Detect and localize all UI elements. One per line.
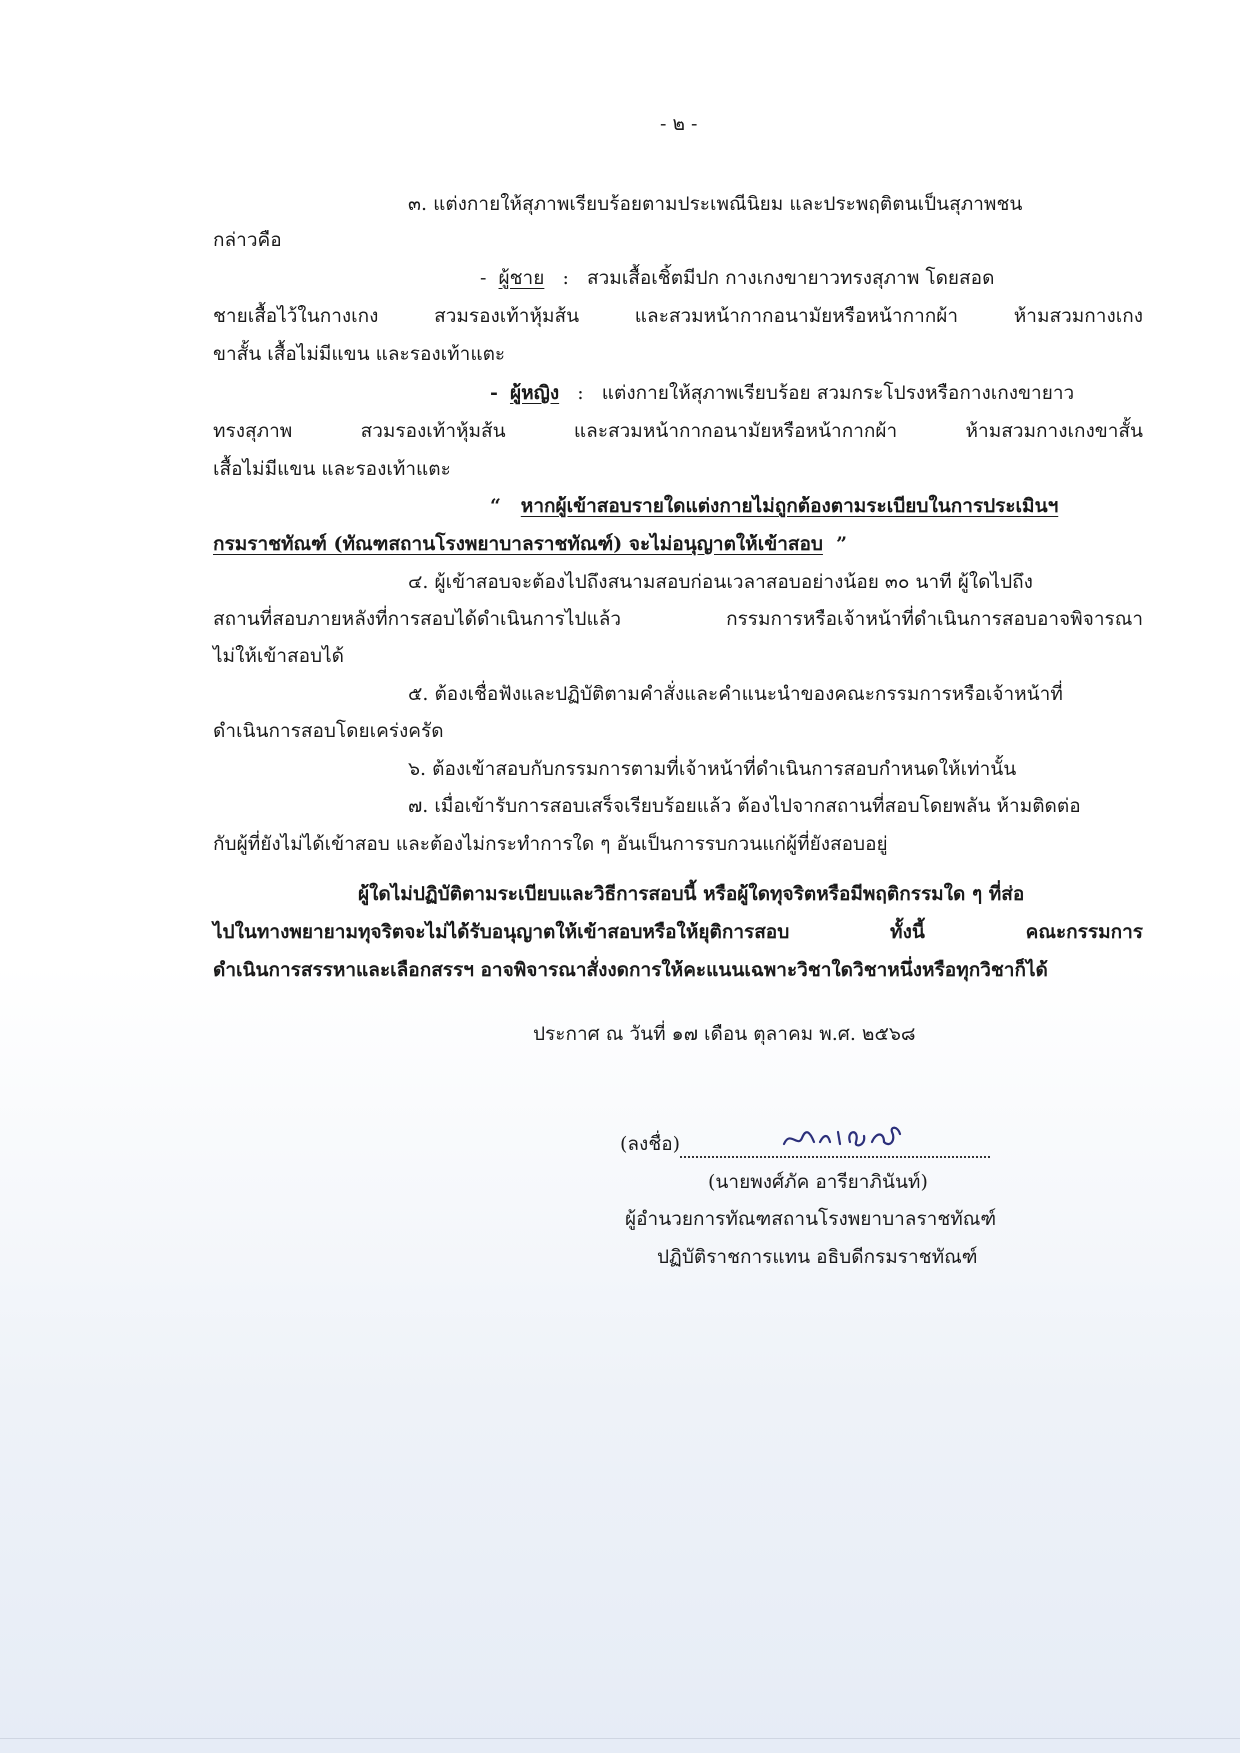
signature-line [620, 1130, 990, 1158]
dress-warning-line1 [490, 492, 1058, 520]
item5-line1: ๕. ต้องเชื่อฟังและปฏิบัติตามคำสั่งและคำแนะนำของคณะกรรมการหรือเจ้าหน้าที่ [408, 683, 1063, 705]
male-line2: ชายเสื้อไว้ในกางเกง สวมรองเท้าหุ้มส้น และสวมหน้ากากอนามัยหรือหน้ากากผ้า ห้ามสวมกางเกง [213, 305, 1143, 327]
male-line3: ขาสั้น เสื้อไม่มีแขน และรองเท้าแตะ [213, 343, 506, 365]
item3-line1: ๓. แต่งกายให้สุภาพเรียบร้อยตามประเพณีนิยม และประพฤติตนเป็นสุภาพชน [408, 193, 1023, 215]
female-line2: ทรงสุภาพ สวมรองเท้าหุ้มส้น และสวมหน้ากากอนามัยหรือหน้ากากผ้า ห้ามสวมกางเกงขาสั้น [213, 420, 1143, 442]
male-dash: - [480, 267, 487, 289]
dress-warning-line2 [213, 530, 847, 558]
scan-bottom-edge [0, 1738, 1240, 1739]
female-rule-header [490, 379, 1074, 407]
male-colon: : [562, 267, 569, 289]
female-dash: - [490, 382, 498, 404]
male-label: ผู้ชาย [498, 267, 545, 289]
signatory-position-1: ผู้อำนวยการทัณฑสถานโรงพยาบาลราชทัณฑ์ [625, 1208, 997, 1230]
item5-line2: ดำเนินการสอบโดยเคร่งครัด [213, 720, 444, 742]
warning-text-2: กรมราชทัณฑ์ (ทัณฑสถานโรงพยาบาลราชทัณฑ์) จะไม่อนุญาตให้เข้าสอบ [213, 533, 823, 555]
warning-open-quote: “ [490, 495, 501, 517]
female-colon: : [577, 382, 584, 404]
female-label: ผู้หญิง [509, 382, 560, 404]
item4-line3: ไม่ให้เข้าสอบได้ [213, 645, 344, 667]
announcement-date: ประกาศ ณ วันที่ ๑๗ เดือน ตุลาคม พ.ศ. ๒๕๖๘ [533, 1023, 916, 1045]
warning-text-1: หากผู้เข้าสอบรายใดแต่งกายไม่ถูกต้องตามระเบียบในการประเมินฯ [520, 495, 1059, 517]
signature-prefix: (ลงชื่อ) [620, 1133, 681, 1155]
page-number: - ๒ - [660, 113, 698, 135]
handwritten-signature [780, 1118, 910, 1158]
closing-line1: ผู้ใดไม่ปฏิบัติตามระเบียบและวิธีการสอบนี้ หรือผู้ใดทุจริตหรือมีพฤติกรรมใด ๆ ที่ส่อ [358, 883, 1025, 905]
female-line3: เสื้อไม่มีแขน และรองเท้าแตะ [213, 458, 451, 480]
closing-line3: ดำเนินการสรรหาและเลือกสรรฯ อาจพิจารณาสั่งงดการให้คะแนนเฉพาะวิชาใดวิชาหนึ่งหรือทุกวิชาก็ได้ [213, 959, 1048, 981]
female-line1: แต่งกายให้สุภาพเรียบร้อย สวมกระโปรงหรือกางเกงขายาว [601, 382, 1075, 404]
warning-close-quote: ” [836, 533, 848, 555]
signature-dotted-line [680, 1132, 990, 1158]
item4-line1: ๔. ผู้เข้าสอบจะต้องไปถึงสนามสอบก่อนเวลาสอบอย่างน้อย ๓๐ นาที ผู้ใดไปถึง [408, 571, 1033, 593]
closing-line2: ไปในทางพยายามทุจริตจะไม่ได้รับอนุญาตให้เข้าสอบหรือให้ยุติการสอบ ทั้งนี้ คณะกรรมการ [213, 921, 1143, 943]
item4-line2: สถานที่สอบภายหลังที่การสอบได้ดำเนินการไปแล้ว กรรมการหรือเจ้าหน้าที่ดำเนินการสอบอาจพิจารณา [213, 608, 1143, 630]
item7-line2: กับผู้ที่ยังไม่ได้เข้าสอบ และต้องไม่กระทำการใด ๆ อันเป็นการรบกวนแก่ผู้ที่ยังสอบอยู่ [213, 833, 888, 855]
item6-line1: ๖. ต้องเข้าสอบกับกรรมการตามที่เจ้าหน้าที่ดำเนินการสอบกำหนดให้เท่านั้น [408, 758, 1017, 780]
signatory-name: (นายพงศ์ภัค อารียาภินันท์) [708, 1171, 928, 1193]
signatory-position-2: ปฏิบัติราชการแทน อธิบดีกรมราชทัณฑ์ [657, 1246, 978, 1268]
male-rule-header [480, 264, 994, 292]
item3-line2: กล่าวคือ [213, 229, 282, 251]
male-line1: สวมเสื้อเชิ้ตมีปก กางเกงขายาวทรงสุภาพ โดยสอด [587, 267, 995, 289]
item7-line1: ๗. เมื่อเข้ารับการสอบเสร็จเรียบร้อยแล้ว ต้องไปจากสถานที่สอบโดยพลัน ห้ามติดต่อ [408, 795, 1081, 817]
